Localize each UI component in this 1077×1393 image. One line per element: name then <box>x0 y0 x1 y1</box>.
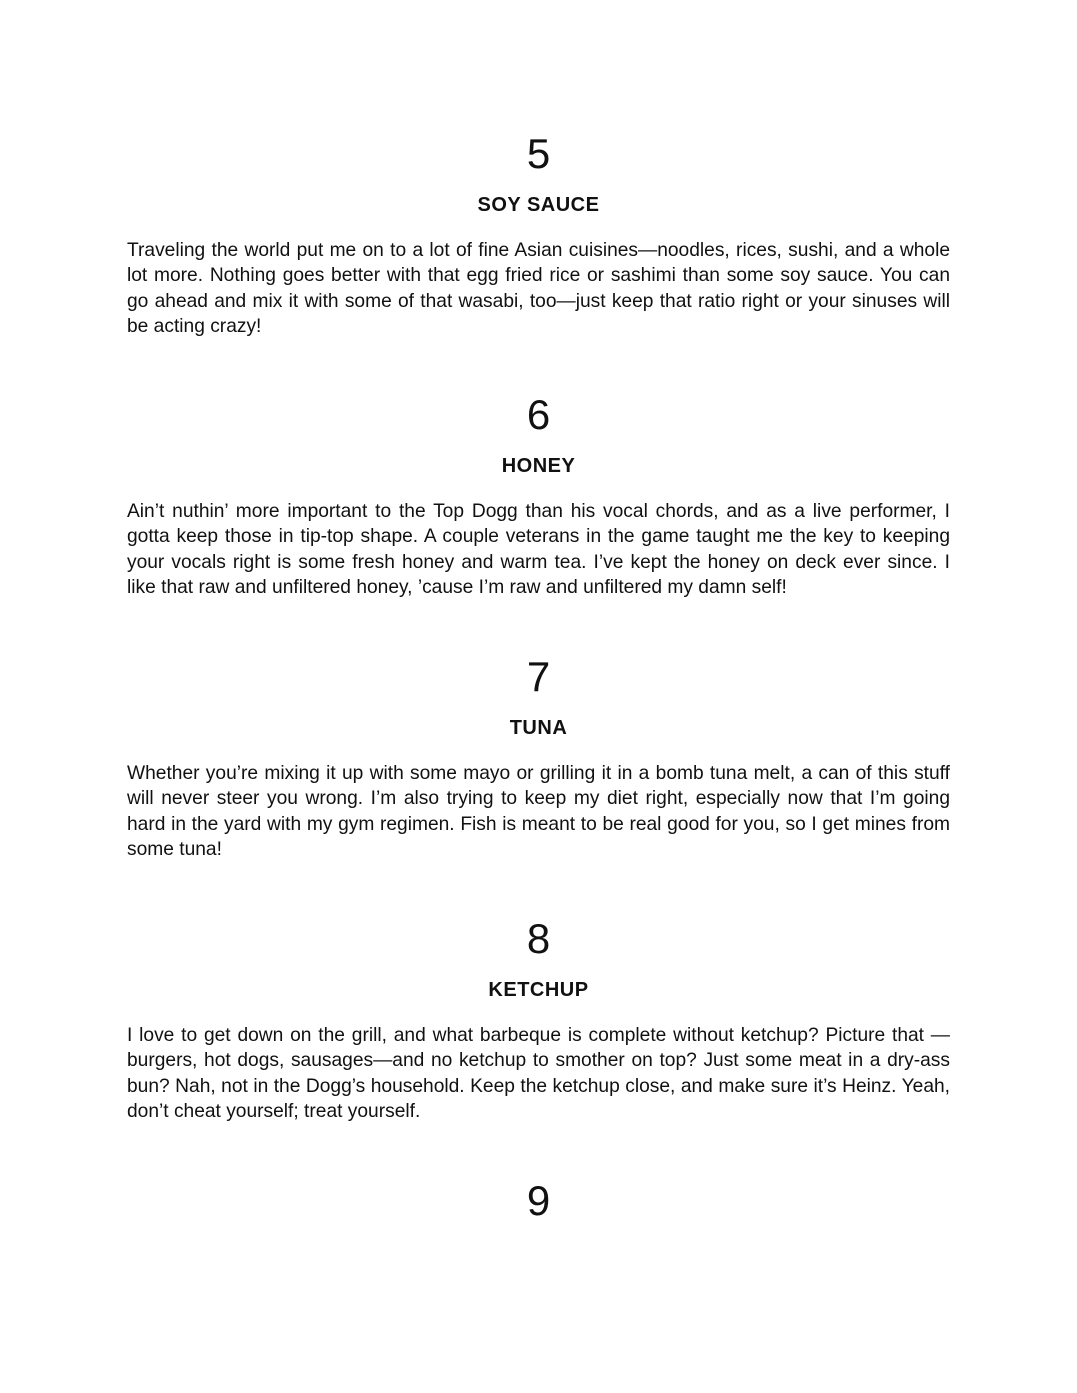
section-tuna <box>127 653 950 861</box>
section-number: 6 <box>526 391 551 438</box>
section-title: HONEY <box>501 455 576 477</box>
section-title: KETCHUP <box>488 979 589 1001</box>
section-number: 9 <box>526 1177 551 1224</box>
section-text: Traveling the world put me on to a lot of fine Asian cuisines—noodles, rices, sushi, and a whole lot more. Nothing goes better with that egg fried rice or sashimi than some soy sauce. You can go ahead and mix it with some of that wasabi, too—just keep that ratio right or your sinuses will be acting crazy! <box>127 240 950 338</box>
section-text: Whether you’re mixing it up with some mayo or grilling it in a bomb tuna melt, a can of this stuff will never steer you wrong. I’m also trying to keep my diet right, especially now that I’m going hard in the yard with my gym regimen. Fish is meant to be real good for you, so I get mines from some tuna! <box>127 763 950 861</box>
section-text: Ain’t nuthin’ more important to the Top Dogg than his vocal chords, and as a live performer, I gotta keep those in tip-top shape. A couple veterans in the game taught me the key to keeping your vocals right is some fresh honey and warm tea. I’ve kept the honey on deck ever since. I like that raw and unfiltered honey, ’cause I’m raw and unfiltered my damn self! <box>127 501 950 599</box>
section-number: 7 <box>526 653 551 700</box>
section-soy-sauce <box>127 130 950 338</box>
section-nine <box>127 1177 950 1225</box>
section-number: 8 <box>526 915 551 962</box>
section-text: I love to get down on the grill, and what barbeque is complete without ketchup? Picture that —burgers, hot dogs, sausages—and no ketchup to smother on top? Just some meat in a dry-ass bun? Nah, not in the Dogg’s household. Keep the ketchup close, and make sure it’s Heinz. Yeah, don’t cheat yourself; treat yourself. <box>127 1025 950 1123</box>
section-honey <box>127 391 950 599</box>
section-number: 5 <box>526 130 551 177</box>
section-title: SOY SAUCE <box>477 194 600 216</box>
section-ketchup <box>127 915 950 1123</box>
section-title: TUNA <box>509 717 568 739</box>
